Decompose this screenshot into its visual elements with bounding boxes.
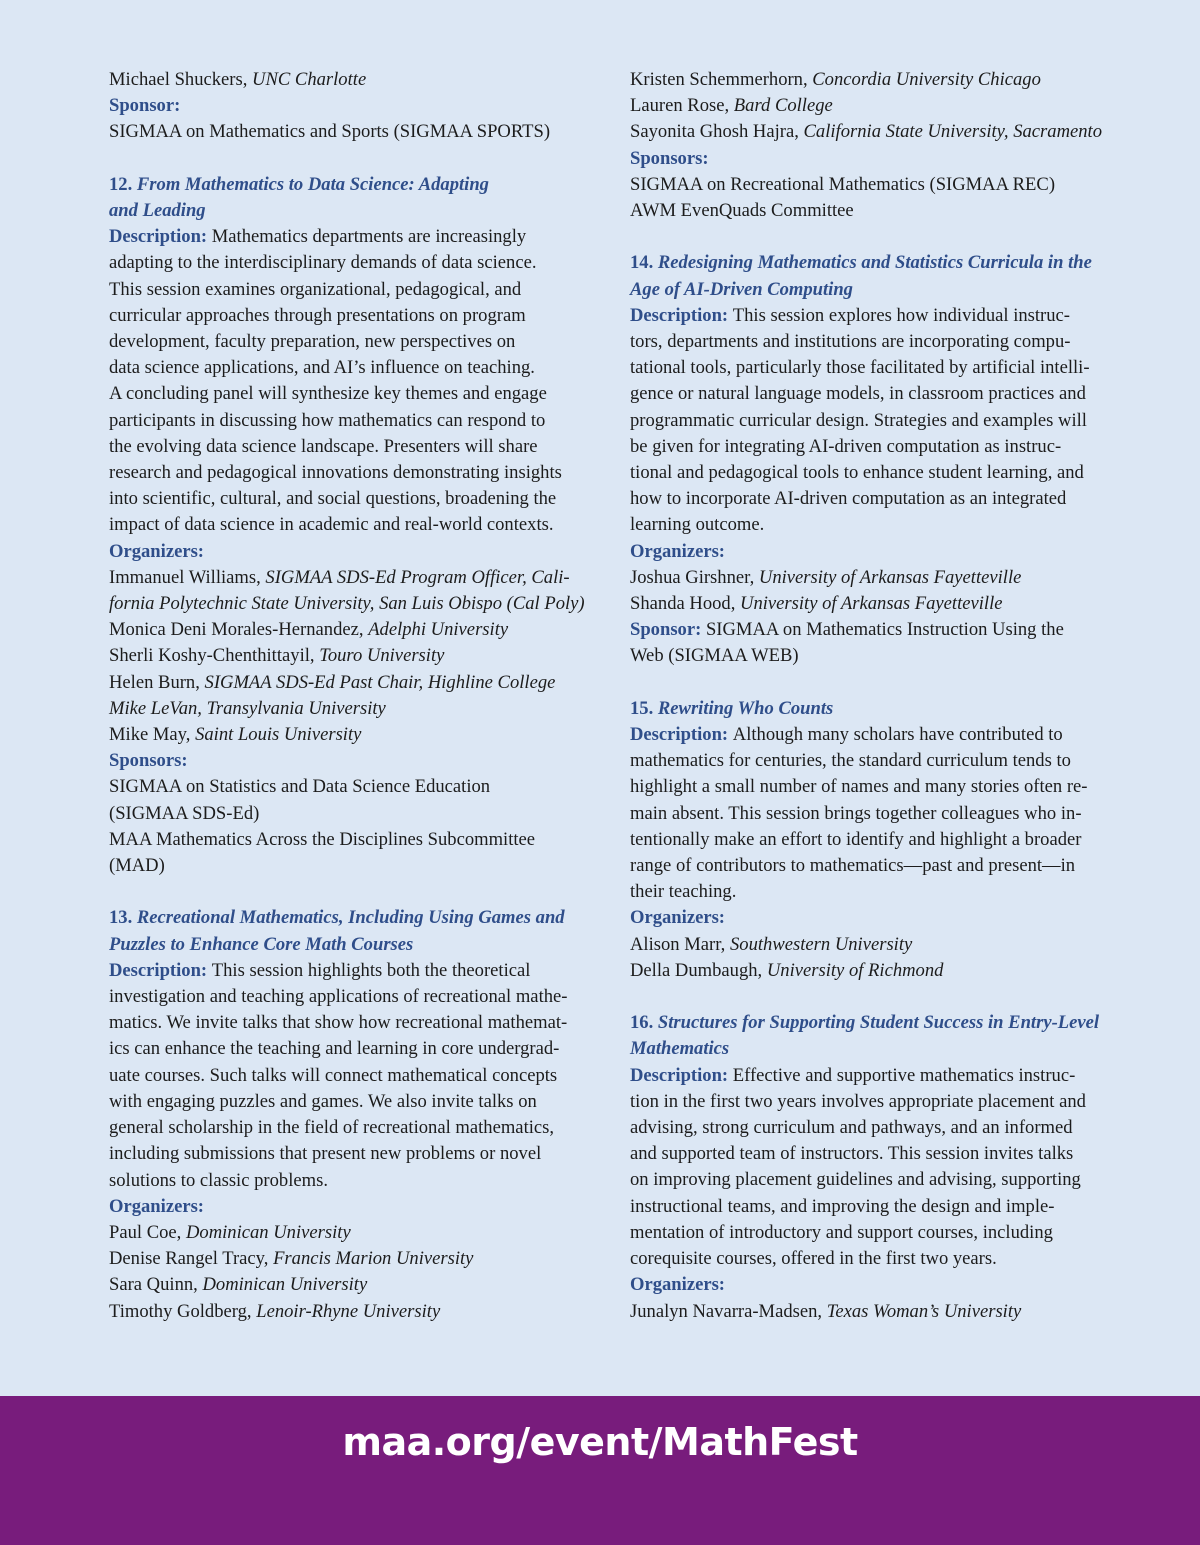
session-title	[630, 277, 1130, 303]
body-line	[630, 643, 1130, 669]
footer-banner	[0, 1396, 1200, 1545]
inline-label: Description:	[109, 226, 212, 248]
section-label	[109, 748, 601, 774]
session-title-words: Age of AI-Driven Computing	[630, 278, 853, 300]
body-line	[109, 1089, 601, 1115]
body-text: SIGMAA on Statistics and Data Science Education	[109, 776, 491, 798]
person-name: Paul Coe,	[109, 1221, 186, 1243]
body-line	[630, 172, 1130, 198]
description-line	[109, 958, 601, 984]
person-affiliation: SIGMAA SDS-Ed Past Chair, Highline College	[204, 671, 556, 693]
organizer-line	[630, 565, 1130, 591]
body-text: research and pedagogical innovations demonstrating insights	[109, 462, 562, 484]
body-line	[109, 381, 601, 407]
section-spacer	[109, 879, 601, 905]
body-line	[630, 486, 1130, 512]
session-title-words: and Leading	[109, 200, 206, 221]
body-line	[109, 1168, 601, 1194]
body-line	[109, 853, 601, 879]
organizer-line	[109, 1299, 601, 1325]
organizer-line	[109, 565, 601, 591]
section-label	[630, 146, 1130, 172]
body-text: A concluding panel will synthesize key themes and engage	[109, 383, 547, 405]
body-text: how to incorporate AI-driven computation as an integrated	[630, 488, 1067, 510]
person-name: Kristen Schemmerhorn,	[630, 69, 813, 90]
body-line	[109, 355, 601, 381]
person-affiliation: University of Arkansas Fayetteville	[758, 566, 1022, 588]
person-affiliation: Texas Woman’s University	[826, 1300, 1022, 1322]
organizer-line	[630, 591, 1130, 617]
body-text: participants in discussing how mathematics can respond to	[109, 409, 546, 431]
body-text: (MAD)	[109, 855, 165, 877]
organizer-line	[109, 643, 601, 669]
body-line	[630, 1089, 1130, 1115]
session-title	[630, 1010, 1130, 1036]
body-line	[630, 879, 1130, 905]
body-line	[109, 250, 601, 276]
italic-line	[109, 696, 601, 722]
body-text: tational tools, particularly those facilitated by artificial intelli-	[630, 357, 1090, 379]
body-line	[630, 1167, 1130, 1193]
session-title-text	[109, 907, 565, 928]
body-text: Web (SIGMAA WEB)	[630, 645, 799, 667]
body-line	[630, 1246, 1130, 1272]
body-text: be given for integrating AI-driven computation as instruc-	[630, 435, 1062, 457]
label-text: Organizers:	[630, 540, 726, 562]
body-text: This session explores how individual instruc-	[732, 304, 1070, 326]
inline-label: Description:	[630, 1064, 733, 1086]
description-line	[630, 617, 1130, 643]
body-text: SIGMAA on Mathematics Instruction Using the	[705, 619, 1064, 641]
session-title-words: Structures for Supporting Student Success in Entry-Level	[657, 1012, 1100, 1034]
body-line	[630, 198, 1130, 224]
description-line	[630, 1063, 1130, 1089]
body-text: main absent. This session brings together colleagues who in-	[630, 802, 1082, 824]
organizer-line	[109, 1272, 601, 1298]
organizer-line	[109, 617, 601, 643]
body-text: tentionally make an effort to identify and highlight a broader	[630, 828, 1082, 850]
label-text: Organizers:	[630, 907, 726, 929]
person-name: Michael Shuckers,	[109, 69, 253, 90]
person-name: Sayonita Ghosh Hajra,	[630, 121, 804, 143]
body-line	[630, 1115, 1130, 1141]
session-title-words: Recreational Mathematics, Including Using Games and	[136, 907, 565, 929]
description-line	[630, 303, 1130, 329]
body-text: development, faculty preparation, new perspectives on	[109, 331, 516, 353]
body-line	[630, 748, 1130, 774]
session-title-words: Rewriting Who Counts	[657, 697, 834, 719]
body-line	[630, 460, 1130, 486]
session-title-words: Puzzles to Enhance Core Math Courses	[109, 933, 414, 955]
body-text: ics can enhance the teaching and learning in core undergrad-	[109, 1038, 560, 1060]
body-line	[630, 408, 1130, 434]
section-label	[630, 539, 1130, 565]
person-affiliation: Francis Marion University	[273, 1248, 474, 1270]
session-title-text	[630, 698, 833, 719]
body-text: advising, strong curriculum and pathways, and an informed	[630, 1117, 1073, 1139]
body-line	[109, 303, 601, 329]
session-title-text	[630, 252, 1092, 273]
body-text: instructional teams, and improving the design and imple-	[630, 1195, 1055, 1217]
body-line	[630, 853, 1130, 879]
session-title-text	[630, 279, 853, 300]
body-text: Effective and supportive mathematics instruc-	[732, 1064, 1076, 1086]
body-line	[630, 329, 1130, 355]
body-line	[630, 355, 1130, 381]
person-name: Shanda Hood,	[630, 593, 741, 615]
section-label	[630, 905, 1130, 931]
session-title	[109, 198, 601, 224]
section-spacer	[630, 984, 1130, 1010]
right-column	[630, 67, 1130, 1325]
body-text: data science applications, and AI’s influence on teaching.	[109, 357, 535, 379]
description-line	[109, 224, 601, 250]
body-line	[630, 381, 1130, 407]
person-affiliation: SIGMAA SDS-Ed Program Officer, Cali-	[265, 566, 570, 588]
body-text: on improving placement guidelines and advising, supporting	[630, 1169, 1081, 1191]
body-line	[630, 1220, 1130, 1246]
person-name: Sherli Koshy-Chenthittayil,	[109, 645, 320, 667]
organizer-line	[109, 1220, 601, 1246]
body-line	[630, 827, 1130, 853]
body-text: This session highlights both the theoretical	[211, 959, 531, 981]
session-title-words: From Mathematics to Data Science: Adapting	[136, 173, 489, 195]
session-title-text	[630, 1038, 729, 1059]
body-line	[109, 1141, 601, 1167]
body-text: programmatic curricular design. Strategies and examples will	[630, 409, 1087, 431]
body-line	[630, 801, 1130, 827]
body-text: corequisite courses, offered in the first two years.	[630, 1248, 997, 1270]
organizer-line	[109, 722, 601, 748]
body-text: tion in the first two years involves appropriate placement and	[630, 1090, 1086, 1112]
person-name: Della Dumbaugh,	[630, 959, 767, 981]
section-label	[109, 93, 601, 119]
session-number: 12.	[109, 173, 137, 195]
body-text: curricular approaches through presentations on program	[109, 304, 526, 326]
person-name: Sara Quinn,	[109, 1274, 203, 1296]
section-label	[109, 1194, 601, 1220]
body-text: tors, departments and institutions are incorporating compu-	[630, 331, 1071, 353]
person-affiliation: Concordia University Chicago	[812, 69, 1041, 90]
person-affiliation: Dominican University	[185, 1221, 351, 1243]
person-name: Mike May,	[109, 724, 196, 746]
body-line	[109, 984, 601, 1010]
label-text: Sponsor:	[109, 95, 181, 117]
label-text: Sponsors:	[630, 147, 709, 169]
person-affiliation: California State University, Sacramento	[803, 121, 1103, 143]
person-affiliation: University of Arkansas Fayetteville	[740, 593, 1003, 615]
session-title-words: Redesigning Mathematics and Statistics Curricula in the	[657, 252, 1092, 274]
person-affiliation: Adelphi University	[368, 619, 509, 641]
body-line	[109, 1115, 601, 1141]
inline-label: Description:	[630, 304, 733, 326]
organizer-line	[630, 67, 1130, 93]
person-affiliation: Bard College	[733, 95, 833, 117]
body-text: highlight a small number of names and many stories often re-	[630, 776, 1088, 798]
italic-text: fornia Polytechnic State University, San Luis Obispo (Cal Poly)	[109, 593, 585, 615]
person-name: Helen Burn,	[109, 671, 205, 693]
body-text: This session examines organizational, pedagogical, and	[109, 278, 522, 300]
body-line	[630, 512, 1130, 538]
person-affiliation: Touro University	[319, 645, 445, 667]
body-text: tional and pedagogical tools to enhance student learning, and	[630, 462, 1084, 484]
organizer-line	[630, 93, 1130, 119]
body-line	[630, 774, 1130, 800]
body-line	[109, 1036, 601, 1062]
body-line	[109, 329, 601, 355]
section-spacer	[630, 670, 1130, 696]
body-line	[109, 119, 601, 145]
body-line	[109, 1010, 601, 1036]
footer-url-link[interactable]: maa.org/event/MathFest	[342, 1420, 858, 1464]
inline-label: Description:	[109, 959, 212, 981]
body-line	[109, 460, 601, 486]
person-affiliation: Dominican University	[202, 1274, 368, 1296]
person-name: Denise Rangel Tracy,	[109, 1248, 274, 1270]
body-line	[630, 1141, 1130, 1167]
session-title	[109, 172, 601, 198]
label-text: Organizers:	[109, 540, 205, 562]
session-number: 13.	[109, 907, 137, 929]
body-text: mathematics for centuries, the standard curriculum tends to	[630, 750, 1071, 772]
left-column	[109, 67, 601, 1325]
body-text: range of contributors to mathematics—past and present—in	[630, 855, 1076, 877]
body-text: impact of data science in academic and real-world contexts.	[109, 514, 554, 536]
body-text: the evolving data science landscape. Presenters will share	[109, 435, 538, 457]
organizer-line	[109, 670, 601, 696]
description-line	[630, 722, 1130, 748]
person-affiliation: Southwestern University	[729, 933, 913, 955]
body-line	[109, 277, 601, 303]
body-line	[109, 827, 601, 853]
body-text: gence or natural language models, in classroom practices and	[630, 383, 1086, 405]
body-line	[630, 434, 1130, 460]
organizer-line	[630, 119, 1130, 145]
person-name: Monica Deni Morales-Hernandez,	[109, 619, 369, 641]
body-text: learning outcome.	[630, 514, 765, 536]
organizer-line	[630, 1299, 1130, 1325]
person-name: Lauren Rose,	[630, 95, 734, 117]
organizer-line	[109, 1246, 601, 1272]
person-affiliation: UNC Charlotte	[252, 69, 367, 90]
body-text: SIGMAA on Recreational Mathematics (SIGMAA REC)	[630, 173, 1056, 195]
section-label	[630, 1272, 1130, 1298]
session-title	[630, 250, 1130, 276]
body-text: and supported team of instructors. This session invites talks	[630, 1143, 1074, 1165]
body-text: Mathematics departments are increasingly	[211, 226, 527, 248]
person-affiliation: University of Richmond	[766, 959, 944, 981]
label-text: Organizers:	[109, 1195, 205, 1217]
body-line	[109, 774, 601, 800]
session-title	[109, 905, 601, 931]
session-title	[630, 696, 1130, 722]
session-title-text	[630, 1012, 1099, 1033]
inline-label: Sponsor:	[630, 619, 706, 641]
section-label	[109, 539, 601, 565]
session-title-words: Mathematics	[630, 1038, 730, 1060]
session-title-text	[109, 934, 413, 955]
label-text: Sponsors:	[109, 750, 188, 772]
session-title	[630, 1036, 1130, 1062]
session-title-text	[109, 200, 206, 221]
section-spacer	[109, 146, 601, 172]
body-text: solutions to classic problems.	[109, 1169, 328, 1191]
person-name: Alison Marr,	[630, 933, 730, 955]
person-affiliation: Lenoir-Rhyne University	[256, 1300, 441, 1322]
session-number: 15.	[630, 697, 658, 719]
body-line	[109, 486, 601, 512]
session-title	[109, 932, 601, 958]
session-title-text	[109, 174, 489, 195]
person-affiliation: Saint Louis University	[195, 724, 362, 746]
italic-text: Mike LeVan, Transylvania University	[109, 697, 386, 719]
label-text: Organizers:	[630, 1274, 726, 1296]
person-name: Immanuel Williams,	[109, 566, 266, 588]
session-number: 16.	[630, 1012, 658, 1034]
body-text: mentation of introductory and support courses, including	[630, 1221, 1053, 1243]
body-text: into scientific, cultural, and social questions, broadening the	[109, 488, 557, 510]
body-line	[109, 512, 601, 538]
person-name: Joshua Girshner,	[630, 566, 759, 588]
body-line	[109, 434, 601, 460]
body-text: uate courses. Such talks will connect mathematical concepts	[109, 1064, 558, 1086]
body-text: matics. We invite talks that show how recreational mathemat-	[109, 1012, 568, 1034]
italic-line	[109, 591, 601, 617]
organizer-line	[630, 932, 1130, 958]
person-name: Junalyn Navarra-Madsen,	[630, 1300, 827, 1322]
body-text: including submissions that present new problems or novel	[109, 1143, 542, 1165]
body-text: their teaching.	[630, 881, 737, 903]
body-line	[630, 1194, 1130, 1220]
person-name: Timothy Goldberg,	[109, 1300, 257, 1322]
body-line	[109, 408, 601, 434]
body-text: investigation and teaching applications of recreational mathe-	[109, 986, 568, 1008]
body-text: MAA Mathematics Across the Disciplines Subcommittee	[109, 828, 536, 850]
body-line	[109, 801, 601, 827]
body-line	[109, 1063, 601, 1089]
inline-label: Description:	[630, 724, 733, 746]
body-text: (SIGMAA SDS-Ed)	[109, 802, 260, 824]
organizer-line	[630, 958, 1130, 984]
body-text: SIGMAA on Mathematics and Sports (SIGMAA SPORTS)	[109, 121, 551, 143]
body-text: adapting to the interdisciplinary demands of data science.	[109, 252, 537, 274]
body-text: with engaging puzzles and games. We also invite talks on	[109, 1090, 537, 1112]
body-text: general scholarship in the field of recreational mathematics,	[109, 1117, 555, 1139]
session-number: 14.	[630, 252, 658, 274]
organizer-line	[109, 67, 601, 93]
body-text: AWM EvenQuads Committee	[630, 200, 854, 222]
section-spacer	[630, 224, 1130, 250]
body-text: Although many scholars have contributed to	[732, 724, 1063, 746]
